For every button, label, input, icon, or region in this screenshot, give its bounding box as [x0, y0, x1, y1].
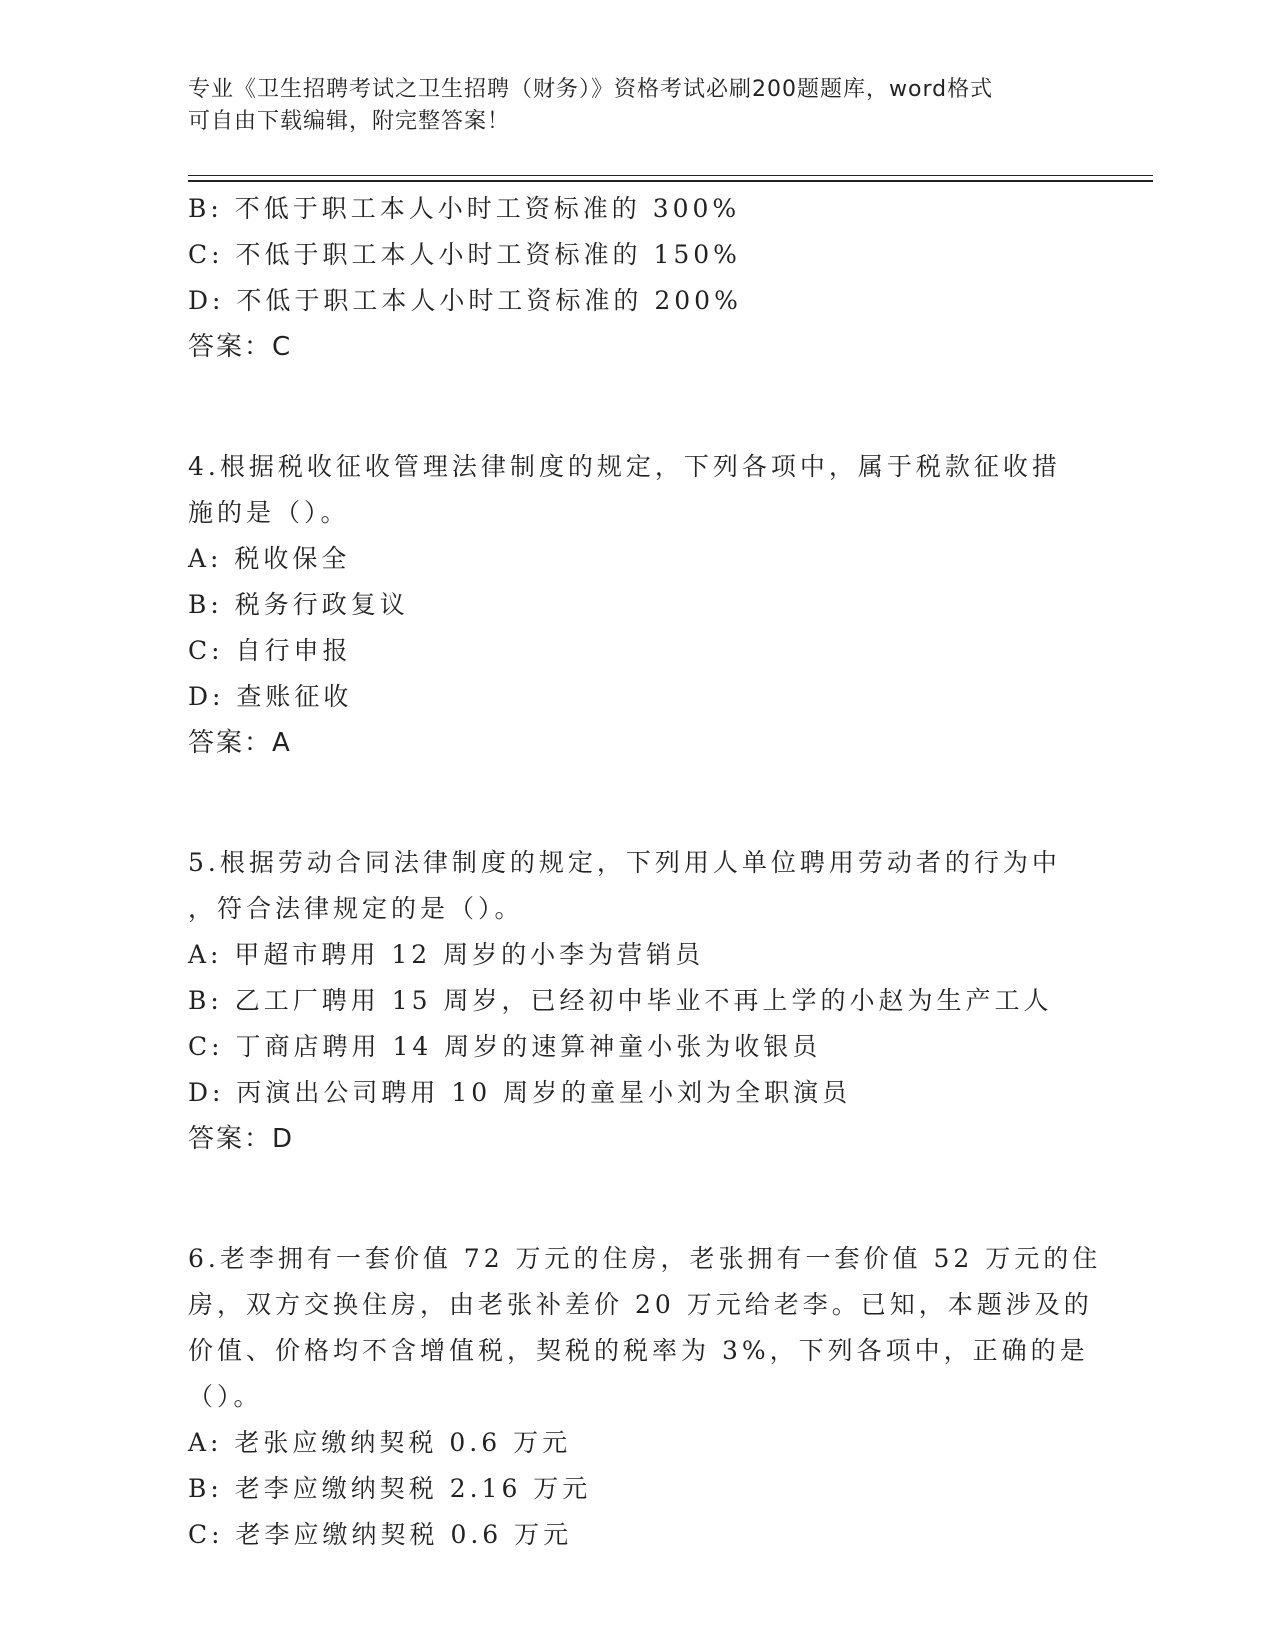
question-4	[188, 444, 1068, 766]
spacer	[188, 1162, 1068, 1236]
header-line-2: 可自由下载编辑，附完整答案！	[188, 109, 511, 134]
question-stem-line: （）。	[188, 1382, 263, 1411]
document-body	[188, 186, 1102, 1558]
answer: 答案：D	[188, 1124, 295, 1154]
option-b: B: 乙工厂聘用 15 周岁，已经初中毕业不再上学的小赵为生产工人	[188, 986, 1053, 1015]
option-b: B: 不低于职工本人小时工资标准的 300%	[188, 194, 741, 223]
question-stem-line: 房，双方交换住房，由老张补差价 20 万元给老李。已知，本题涉及的	[188, 1290, 1093, 1319]
question-5	[188, 840, 1068, 1162]
header-line-1: 专业《卫生招聘考试之卫生招聘（财务）》资格考试必刷200题题库，word格式	[188, 77, 994, 102]
question-stem-line: 4.根据税收征收管理法律制度的规定，下列各项中，属于税款征收措	[188, 452, 1061, 481]
option-d: D: 不低于职工本人小时工资标准的 200%	[188, 286, 742, 315]
option-a: A: 税收保全	[188, 544, 351, 573]
question-6	[188, 1236, 1102, 1558]
option-c: C: 自行申报	[188, 636, 352, 665]
spacer	[188, 766, 1068, 840]
question-stem-line: 施的是（）。	[188, 498, 350, 527]
question-stem-line: ，符合法律规定的是（）。	[188, 894, 524, 923]
question-stem-line: 价值、价格均不含增值税，契税的税率为 3%，下列各项中，正确的是	[188, 1336, 1089, 1365]
option-d: D: 查账征收	[188, 682, 353, 711]
option-c: C: 不低于职工本人小时工资标准的 150%	[188, 240, 741, 269]
spacer	[188, 370, 1068, 444]
document-header	[188, 74, 1068, 138]
question-3-continued	[188, 186, 1068, 370]
option-c: C: 丁商店聘用 14 周岁的速算神童小张为收银员	[188, 1032, 822, 1061]
header-rule-thin	[188, 175, 1153, 176]
question-stem-line: 6.老李拥有一套价值 72 万元的住房，老张拥有一套价值 52 万元的住	[188, 1244, 1102, 1273]
header-rule-thick	[188, 180, 1153, 182]
option-b: B: 税务行政复议	[188, 590, 409, 619]
option-a: A: 甲超市聘用 12 周岁的小李为营销员	[188, 940, 705, 969]
answer: 答案：C	[188, 332, 293, 362]
option-b: B: 老李应缴纳契税 2.16 万元	[188, 1474, 592, 1503]
option-c: C: 老李应缴纳契税 0.6 万元	[188, 1520, 573, 1549]
question-stem-line: 5.根据劳动合同法律制度的规定，下列用人单位聘用劳动者的行为中	[188, 848, 1061, 877]
answer: 答案：A	[188, 728, 292, 758]
option-d: D: 丙演出公司聘用 10 周岁的童星小刘为全职演员	[188, 1078, 852, 1107]
option-a: A: 老张应缴纳契税 0.6 万元	[188, 1428, 572, 1457]
